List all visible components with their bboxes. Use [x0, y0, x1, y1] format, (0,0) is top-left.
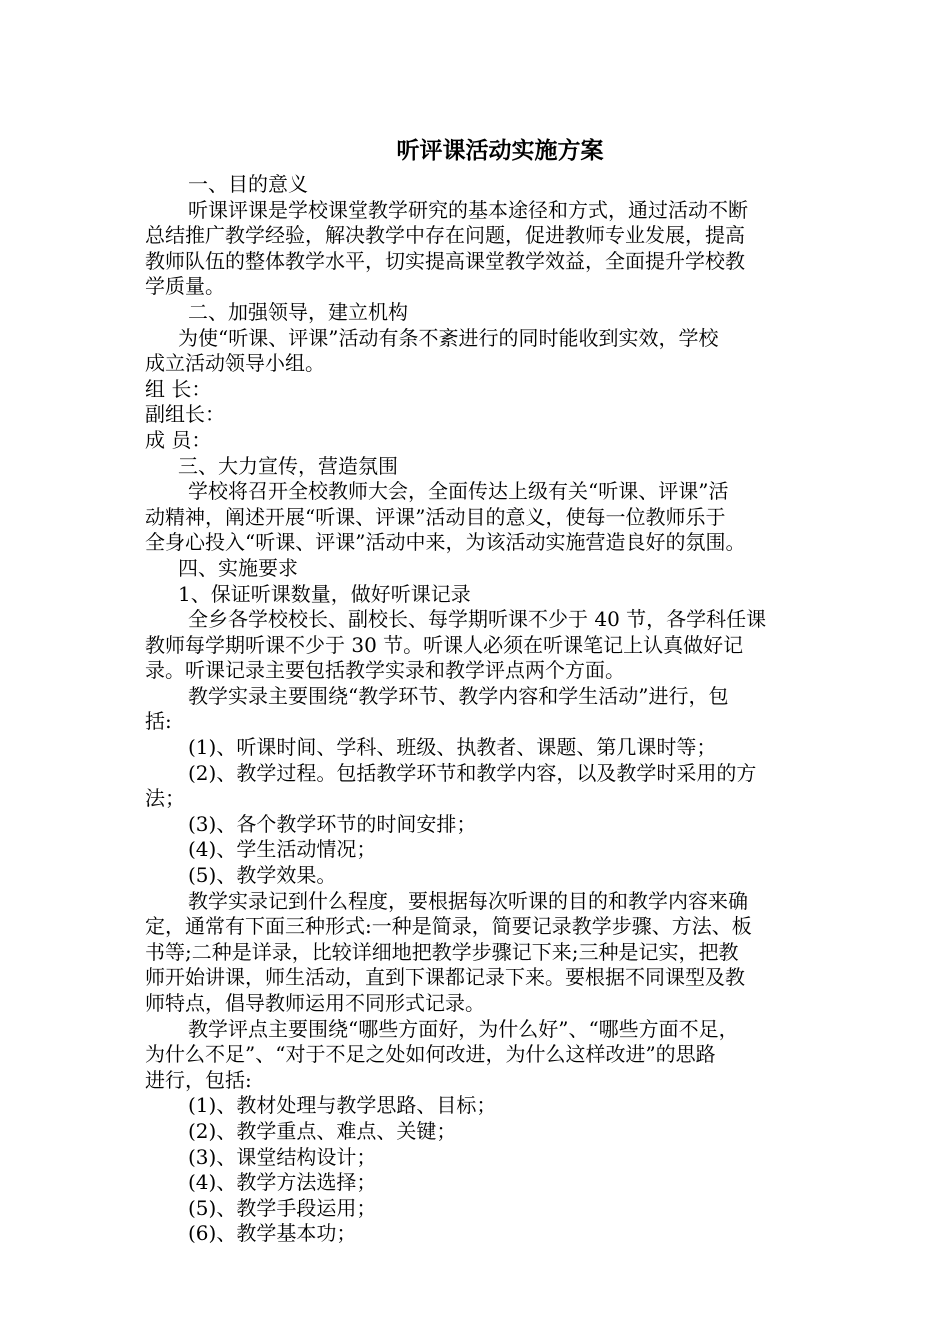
- text-line: 括:: [145, 709, 172, 734]
- text-line: (6)、教学基本功；: [188, 1221, 357, 1246]
- text-line: 动精神，阐述开展“听课、评课”活动目的意义，使每一位教师乐于: [145, 504, 726, 529]
- text-line: 总结推广教学经验，解决教学中存在问题，促进教师专业发展，提高: [145, 223, 745, 248]
- text-line: (4)、学生活动情况；: [188, 837, 377, 862]
- text-line: (3)、各个教学环节的时间安排；: [188, 811, 477, 836]
- text-line: 全身心投入“听课、评课”活动中来，为该活动实施营造良好的氛围。: [145, 530, 746, 555]
- text-line: 1、保证听课数量，做好听课记录: [178, 581, 471, 606]
- text-line: 成 员：: [145, 427, 212, 452]
- text-line: 组 长：: [145, 376, 212, 401]
- text-line: 教师队伍的整体教学水平，切实提高课堂教学效益，全面提升学校教: [145, 248, 745, 273]
- text-line: (3)、课堂结构设计；: [188, 1144, 377, 1169]
- text-line: 副组长：: [145, 402, 225, 427]
- text-line: 师特点，倡导教师运用不同形式记录。: [145, 991, 485, 1015]
- document-title: 听评课活动实施方案: [396, 137, 604, 164]
- text-line: 进行，包括:: [145, 1067, 252, 1092]
- text-line: 听课评课是学校课堂教学研究的基本途径和方式，通过活动不断: [188, 197, 748, 222]
- text-line: 师开始讲课，师生活动，直到下课都记录下来。要根据不同课型及教: [145, 965, 745, 990]
- text-line: 为什么不足”、“对于不足之处如何改进，为什么这样改进”的思路: [145, 1042, 716, 1067]
- text-line: 教学实录主要围绕“教学环节、教学内容和学生活动”进行，包: [188, 683, 729, 708]
- text-line: 一、目的意义: [188, 172, 308, 196]
- text-line: 定，通常有下面三种形式:一种是简录，简要记录教学步骤、方法、板: [145, 914, 752, 939]
- text-line: (2)、教学重点、难点、关键；: [188, 1118, 457, 1143]
- text-line: (1)、听课时间、学科、班级、执教者、课题、第几课时等；: [188, 735, 717, 760]
- text-line: (4)、教学方法选择；: [188, 1170, 377, 1195]
- text-line: 成立活动领导小组。: [145, 351, 325, 376]
- text-line: 教学评点主要围绕“哪些方面好，为什么好”、“哪些方面不足，: [188, 1016, 739, 1041]
- text-line: (5)、教学手段运用；: [188, 1195, 377, 1220]
- text-line: 法；: [145, 786, 185, 811]
- text-line: 教学实录记到什么程度，要根据每次听课的目的和教学内容来确: [188, 888, 748, 913]
- text-line: 二、加强领导，建立机构: [188, 299, 408, 324]
- text-line: (5)、教学效果。: [188, 863, 337, 888]
- text-line: 为使“听课、评课”活动有条不紊进行的同时能收到实效，学校: [178, 325, 719, 350]
- document-body: [145, 172, 827, 1247]
- text-line: 全乡各学校校长、副校长、每学期听课不少于 40 节，各学科任课: [188, 607, 767, 632]
- text-line: 四、实施要求: [178, 555, 298, 580]
- text-line: 录。听课记录主要包括教学实录和教学评点两个方面。: [145, 658, 625, 683]
- text-line: 学校将召开全校教师大会，全面传达上级有关“听课、评课”活: [188, 479, 729, 504]
- text-line: 三、大力宣传，营造氛围: [178, 453, 398, 478]
- text-line: 教师每学期听课不少于 30 节。听课人必须在听课笔记上认真做好记: [145, 632, 744, 657]
- text-line: 学质量。: [145, 274, 225, 299]
- text-line: (2)、教学过程。包括教学环节和教学内容，以及教学时采用的方: [188, 760, 757, 785]
- text-line: 书等;二种是详录，比较详细地把教学步骤记下来;三种是记实，把教: [145, 939, 739, 964]
- text-line: (1)、教材处理与教学思路、目标；: [188, 1093, 497, 1118]
